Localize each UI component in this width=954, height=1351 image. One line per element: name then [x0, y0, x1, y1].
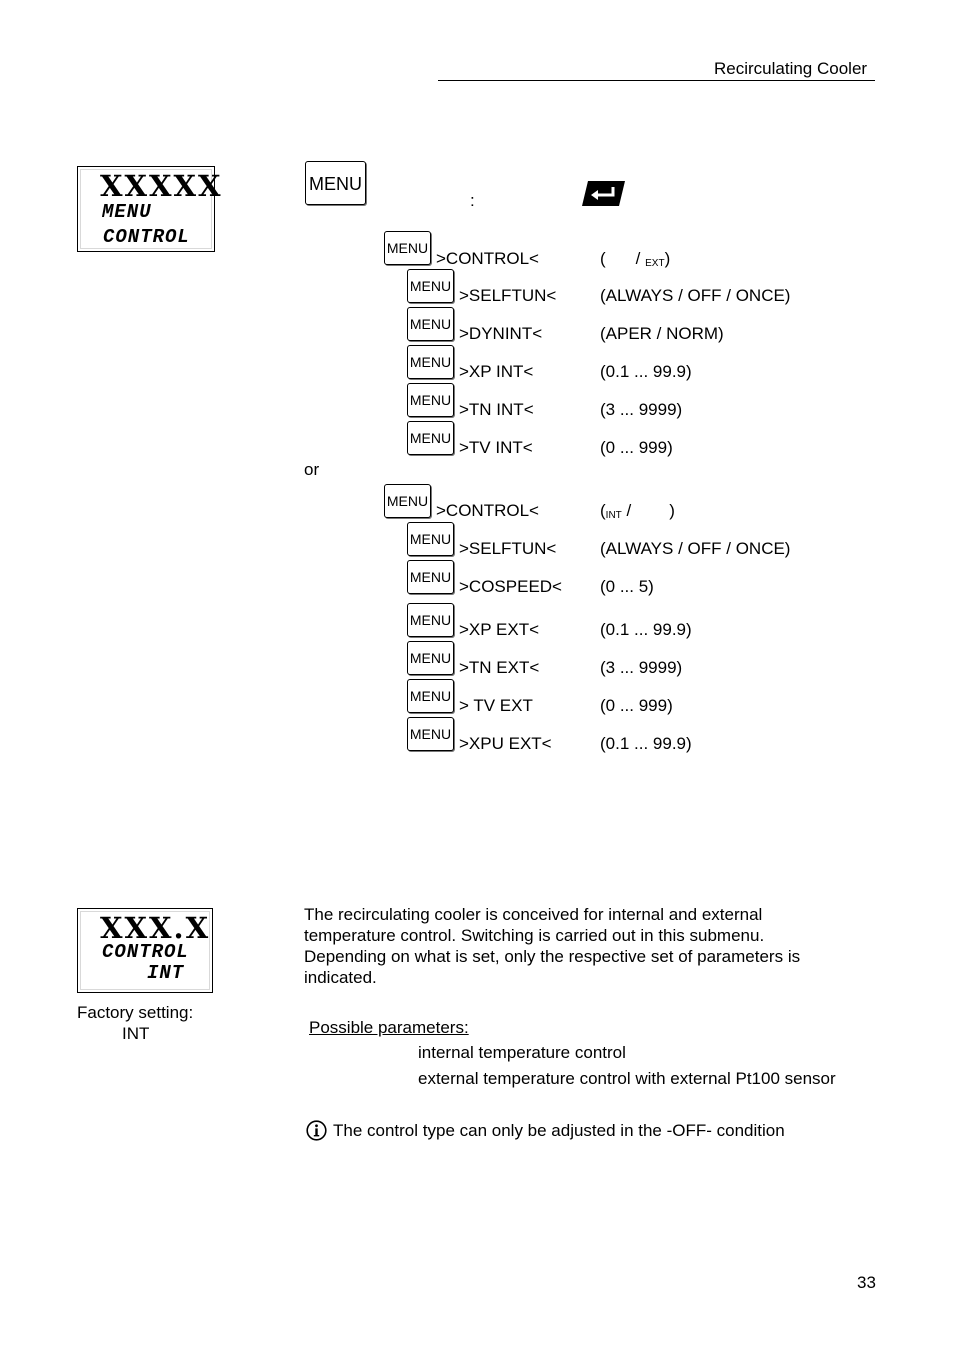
menu-row-label: >CONTROL< [436, 249, 539, 268]
description-paragraph [304, 904, 844, 988]
description-line: Depending on what is set, only the respective set of parameters is [304, 947, 801, 966]
menu-row-range: (APER / NORM) [600, 324, 724, 343]
display-line-control: CONTROL [102, 941, 189, 963]
menu-key: MENU [407, 421, 454, 455]
menu-row-range: (0 ... 5) [600, 577, 654, 596]
menu-row-label: >COSPEED< [459, 577, 562, 596]
menu-row-range: (3 ... 9999) [600, 658, 683, 677]
menu-key: MENU [407, 641, 454, 675]
control-display [77, 908, 213, 993]
menu-key: MENU [384, 231, 431, 265]
display-value: XXXXX [100, 169, 223, 203]
factory-setting-value: INT [122, 1024, 150, 1043]
parameter-item: internal temperature control [418, 1043, 626, 1062]
menu-row-range: (ALWAYS / OFF / ONCE) [600, 539, 791, 558]
header-rule [438, 80, 875, 81]
menu-row-label: >XP INT< [459, 362, 534, 381]
menu-row-range: (0.1 ... 99.9) [600, 362, 692, 381]
menu-row-label: >XPU EXT< [459, 734, 552, 753]
menu-row-range: (0.1 ... 99.9) [600, 734, 692, 753]
factory-setting-label: Factory setting: [77, 1003, 194, 1022]
display-line-control: CONTROL [103, 226, 190, 248]
menu-row-label: >TN INT< [459, 400, 534, 419]
menu-key [305, 161, 366, 205]
menu-row-label: >XP EXT< [459, 620, 540, 639]
header-title: Recirculating Cooler [714, 59, 868, 78]
menu-key: MENU [407, 307, 454, 341]
menu-display [77, 166, 223, 252]
info-icon [306, 1120, 327, 1141]
parameter-item: external temperature control with external Pt100 sensor [418, 1069, 836, 1088]
menu-row-label: >SELFTUN< [459, 286, 557, 305]
menu-key: MENU [407, 679, 454, 713]
menu-row-range: (0.1 ... 99.9) [600, 620, 692, 639]
menu-key: MENU [407, 603, 454, 637]
menu-row-label: >TV INT< [459, 438, 533, 457]
display-value: XXX.X [100, 911, 211, 945]
menu-key: MENU [407, 269, 454, 303]
menu-intro-colon: : [470, 191, 475, 210]
menu-key: MENU [384, 484, 431, 518]
menu-key-label: MENU [309, 174, 362, 194]
display-line-menu: MENU [102, 201, 152, 223]
menu-row-label: >DYNINT< [459, 324, 543, 343]
menu-key: MENU [407, 717, 454, 751]
description-line: temperature control. Switching is carried out in this submenu. [304, 926, 765, 945]
menu-key: MENU [407, 522, 454, 556]
display-line-int: INT [147, 962, 185, 984]
menu-row-range: (0 ... 999) [600, 438, 673, 457]
menu-row-label: >SELFTUN< [459, 539, 557, 558]
menu-key: MENU [407, 560, 454, 594]
menu-row-range: (0 ... 999) [600, 696, 673, 715]
description-line: The recirculating cooler is conceived for internal and external [304, 905, 763, 924]
menu-key: MENU [407, 345, 454, 379]
note-text: The control type can only be adjusted in the -OFF- condition [333, 1121, 785, 1140]
menu-row-label: > TV EXT [459, 696, 533, 715]
menu-key: MENU [407, 383, 454, 417]
page-number: 33 [857, 1273, 876, 1292]
description-line: indicated. [304, 968, 377, 987]
enter-key-icon [582, 181, 625, 206]
menu-row-range: ($_{INT}$ / ) [600, 501, 675, 521]
menu-row-range: (ALWAYS / OFF / ONCE) [600, 286, 791, 305]
menu-row-label: >CONTROL< [436, 501, 539, 520]
or-separator: or [304, 460, 320, 479]
menu-row-range: (3 ... 9999) [600, 400, 683, 419]
menu-row-range: ( / $_{EXT}$) [600, 249, 671, 269]
menu-row-label: >TN EXT< [459, 658, 540, 677]
possible-parameters-heading: Possible parameters: [309, 1018, 469, 1037]
